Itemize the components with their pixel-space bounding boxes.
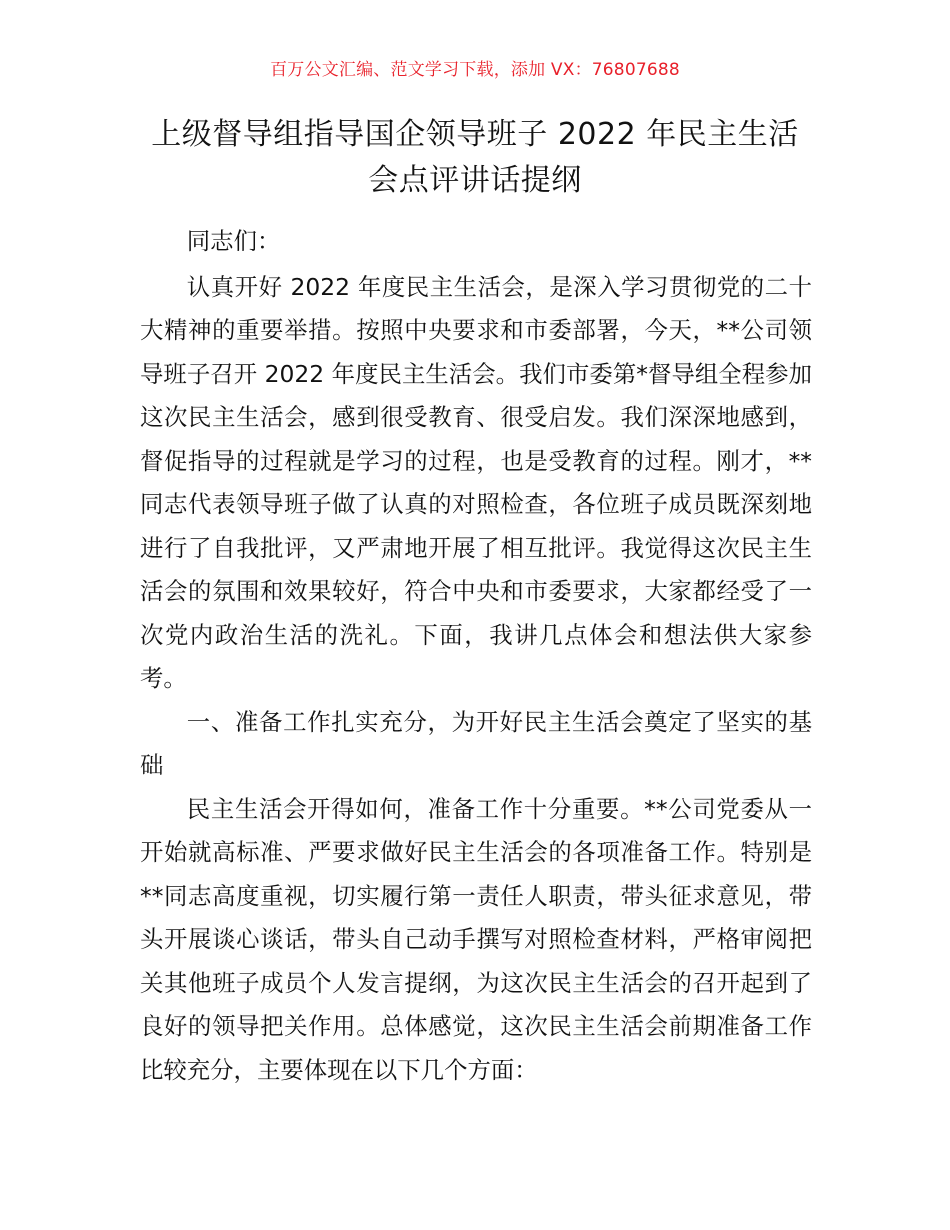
document-title: 上级督导组指导国企领导班子 2022 年民主生活会点评讲话提纲 — [151, 117, 799, 198]
section-heading-1: 一、准备工作扎实充分，为开好民主生活会奠定了坚实的基础 — [140, 707, 812, 779]
document-body — [140, 220, 812, 1092]
salutation: 同志们： — [186, 227, 281, 255]
section-1-paragraph: 民主生活会开得如何，准备工作十分重要。**公司党委从一开始就高标准、严要求做好民主生活会的各项准备工作。特别是**同志高度重视，切实履行第一责任人职责，带头征求意见，带头开展谈心谈话，带头自己动手撰写对照检查材料，严格审阅把关其他班子成员个人发言提纲，为这次民主生活会的召开起到了良好的领导把关作用。总体感觉，这次民主生活会前期准备工作比较充分，主要体现在以下几个方面： — [140, 794, 812, 1084]
watermark-banner: 百万公文汇编、范文学习下载，添加 VX：76807688 — [270, 60, 680, 80]
intro-paragraph: 认真开好 2022 年度民主生活会，是深入学习贯彻党的二十大精神的重要举措。按照中央要求和市委部署，今天，**公司领导班子召开 2022 年度民主生活会。我们市委第*督导组全程参加这次民主生活会，感到很受教育、很受启发。我们深深地感到，督促指导的过程就是学习的过程，也是受教育的过程。刚才，**同志代表领导班子做了认真的对照检查，各位班子成员既深刻地进行了自我批评，又严肃地开展了相互批评。我觉得这次民主生活会的氛围和效果较好，符合中央和市委要求，大家都经受了一次党内政治生活的洗礼。下面，我讲几点体会和想法供大家参考。 — [140, 272, 812, 692]
